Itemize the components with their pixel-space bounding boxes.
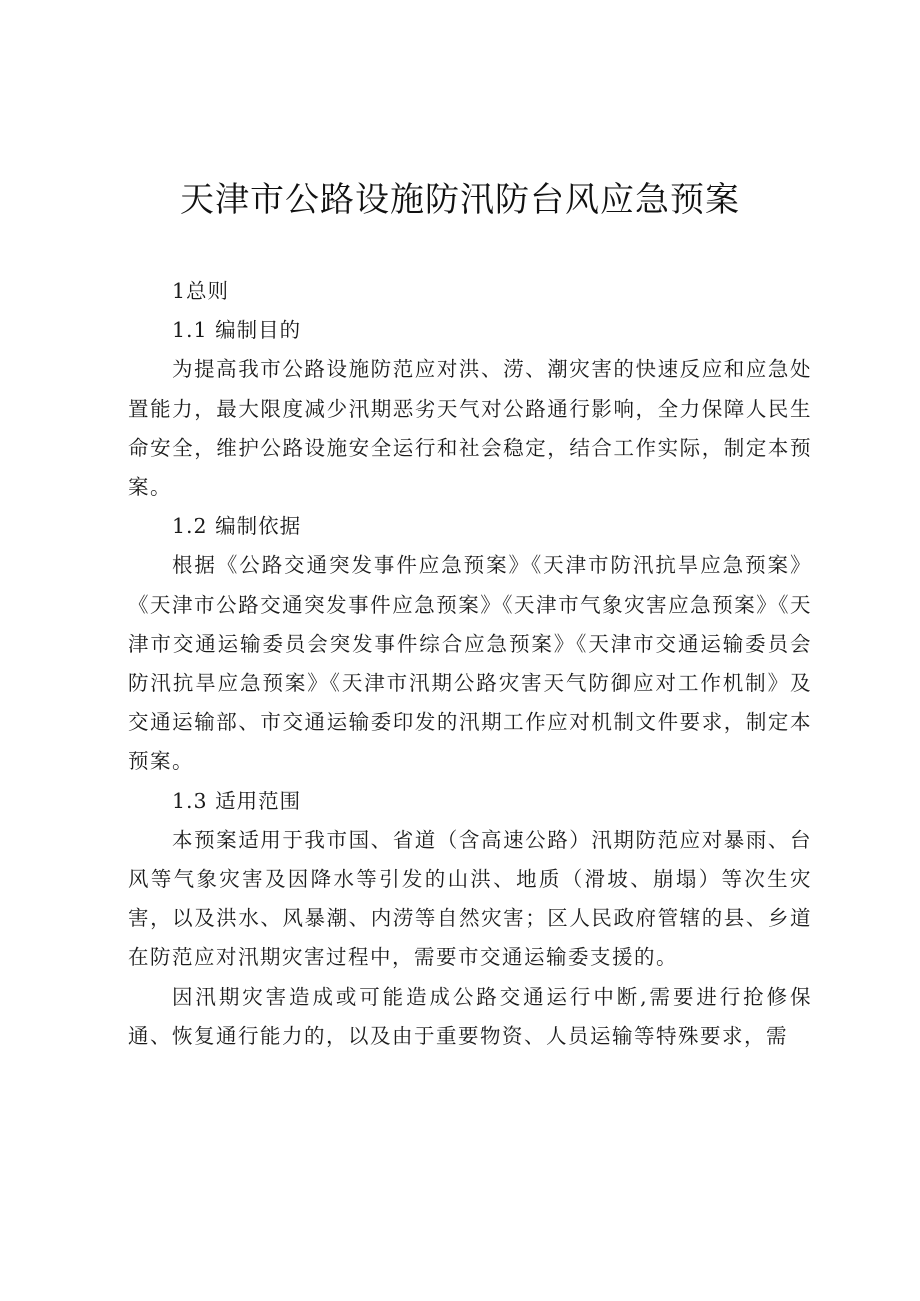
- document-body: [128, 272, 812, 1056]
- section-heading-basis: 1.2 编制依据: [172, 514, 302, 539]
- section-heading-general: 1总则: [172, 279, 230, 303]
- paragraph-scope-2: 因汛期灾害造成或可能造成公路交通运行中断,需要进行抢修保通、恢复通行能力的，以及由于重要物资、人员运输等特殊要求，需: [128, 984, 812, 1048]
- paragraph-purpose: 为提高我市公路设施防范应对洪、涝、潮灾害的快速反应和应急处置能力，最大限度减少汛期恶劣天气对公路通行影响，全力保障人民生命安全，维护公路设施安全运行和社会稳定，结合工作实际，制定本预案。: [128, 357, 812, 500]
- paragraph-basis: 根据《公路交通突发事件应急预案》《天津市防汛抗旱应急预案》《天津市公路交通突发事件应急预案》《天津市气象灾害应急预案》《天津市交通运输委员会突发事件综合应急预案》《天津市交通运输委员会防汛抗旱应急预案》《天津市汛期公路灾害天气防御应对工作机制》及交通运输部、市交通运输委印发的汛期工作应对机制文件要求，制定本预案。: [128, 553, 812, 774]
- section-heading-scope: 1.3 适用范围: [172, 788, 302, 813]
- paragraph-scope-1: 本预案适用于我市国、省道（含高速公路）汛期防范应对暴雨、台风等气象灾害及因降水等引发的山洪、地质（滑坡、崩塌）等次生灾害，以及洪水、风暴潮、内涝等自然灾害；区人民政府管辖的县、乡道在防范应对汛期灾害过程中，需要市交通运输委支援的。: [128, 827, 812, 970]
- section-heading-purpose: 1.1 编制目的: [172, 318, 302, 343]
- document-title: 天津市公路设施防汛防台风应急预案: [180, 180, 740, 220]
